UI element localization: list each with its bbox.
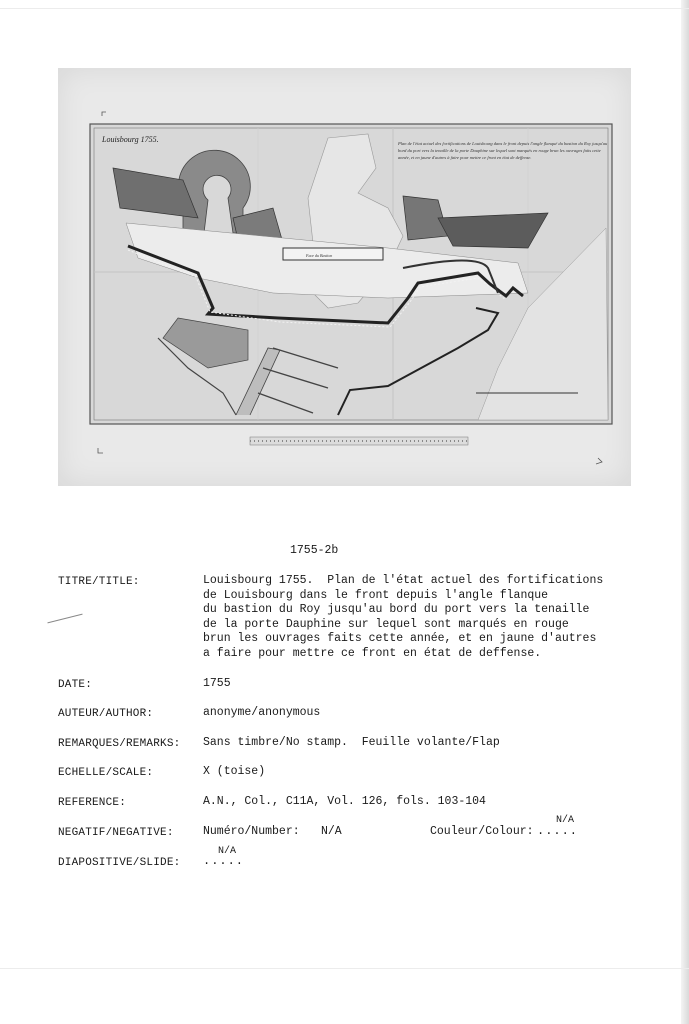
scan-line <box>0 8 689 9</box>
author-value: anonyme/anonymous <box>203 706 321 719</box>
corner-mark <box>102 112 106 116</box>
title-line-1: Louisbourg 1755. Plan de l'état actuel des fortifications <box>203 574 604 587</box>
date-value: 1755 <box>203 677 231 690</box>
corner-mark <box>98 448 103 453</box>
corner-mark <box>596 458 602 464</box>
slide-label: DIAPOSITIVE/SLIDE: <box>58 857 181 869</box>
colour-value: N/A <box>556 815 575 826</box>
page-edge <box>681 0 689 1024</box>
colour-dots: ..... <box>537 824 579 838</box>
map-title: Louisbourg 1755. <box>102 135 159 144</box>
map-drawing <box>58 68 631 486</box>
scale-value: X (toise) <box>203 765 266 778</box>
title-line-5: brun les ouvrages faits cette année, et en jaune d'autres <box>203 632 597 645</box>
map-face-label: Face du Bastion <box>306 253 333 258</box>
slide-value: N/A <box>218 846 237 857</box>
map-cartouche: Plan de l'état actuel des fortifications de Louisbourg dans le front depuis l'angle flanqué du bastion du Roy jusqu'au bord du port vers la tenaille de la porte Dauphine sur lequel sont marqués en rouge brun les ouvrages faits cette année, et en jaune d'autres à faire pour mettre ce front en état de deffense. <box>398 141 608 160</box>
face-label-box <box>283 248 383 260</box>
title-line-2: de Louisbourg dans le front depuis l'angle flanque <box>203 588 549 602</box>
title-line-4: de la porte Dauphine sur lequel sont marqués en rouge <box>203 617 569 631</box>
reference-value: A.N., Col., C11A, Vol. 126, fols. 103-104 <box>203 795 486 808</box>
date-label: DATE: <box>58 679 93 691</box>
pen-mark <box>47 614 82 624</box>
slide-dots: ..... <box>203 854 245 868</box>
title-line-6: a faire pour mettre ce front en état de deffense. <box>203 646 542 660</box>
title-label: TITRE/TITLE: <box>58 576 140 588</box>
remarks-label: REMARQUES/REMARKS: <box>58 738 181 750</box>
reference-label: REFERENCE: <box>58 797 127 809</box>
title-line-3: du bastion du Roy jusqu'au bord du port vers la tenaille <box>203 603 590 616</box>
remarks-value: Sans timbre/No stamp. Feuille volante/Flap <box>203 736 500 749</box>
negative-number-label: Numéro/Number: <box>203 825 300 838</box>
record-code: 1755-2b <box>290 544 339 557</box>
negative-label: NEGATIF/NEGATIVE: <box>58 827 174 839</box>
scale-label: ECHELLE/SCALE: <box>58 767 154 779</box>
negative-number-value: N/A <box>321 825 342 838</box>
map-photograph <box>58 68 631 486</box>
colour-label: Couleur/Colour: <box>430 825 534 838</box>
author-label: AUTEUR/AUTHOR: <box>58 708 154 720</box>
scan-line <box>0 968 689 969</box>
